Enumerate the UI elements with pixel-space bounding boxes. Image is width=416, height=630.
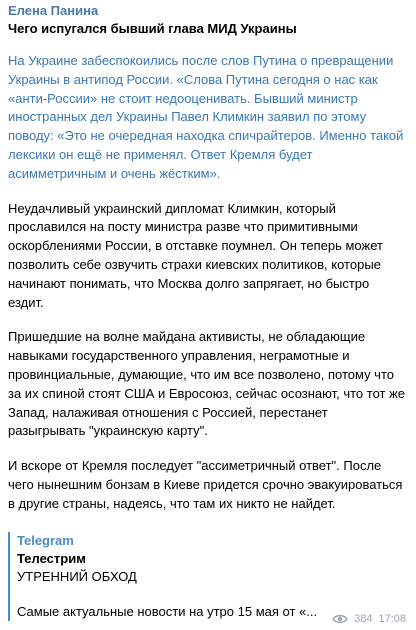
post-author[interactable]: Елена Панина xyxy=(8,3,99,18)
post-title: Чего испугался бывший глава МИД Украины xyxy=(8,21,297,36)
post-paragraph-1: Неудачливый украинский дипломат Климкин, который прославился на посту министра разве что примитивными оскорблениями России, в отставке поумнел. Он теперь может позволить себе озвучить страхи киевских политиков, которые начинают понимать, что Москва долго запрягает, но быстро ездит. xyxy=(8,200,383,310)
post-paragraph-3: И вскоре от Кремля последует "ассиметричный ответ". После чего нынешним бонзам в Киеве придется срочно эвакуироваться в другие страны, надеясь, что там их никто не найдет. xyxy=(8,458,403,511)
link-preview-snippet: Самые актуальные новости на утро 15 мая от «... xyxy=(17,604,318,619)
link-preview-title: Телестрим xyxy=(17,551,86,566)
link-preview[interactable] xyxy=(8,532,342,621)
link-preview-description: УТРЕННИЙ ОБХОД xyxy=(17,569,137,584)
eye-icon xyxy=(332,614,348,624)
post-meta xyxy=(332,612,406,626)
link-preview-site-name: Telegram xyxy=(17,533,74,548)
post-paragraph-2: Пришедшие на волне майдана активисты, не обладающие навыками государственного управления, неграмотные и провинциальные, думающие, что им все позволено, потому что за их спиной стоят США и Евросоюз, сейчас осознают, что тот же Запад, налаживая отношения с Россией, перестанет разыгрывать "украинскую карту". xyxy=(8,329,406,439)
post-lead: На Украине забеспокоились после слов Путина о превращении Украины в антипод России. «Слова Путина сегодня о нас как «анти-России» не стоит недооценивать. Бывший министр иностранных дел Украины Павел Климкин заявил по этому поводу: «Это не очередная находка спичрайтеров. Именно такой лексики он ещё не применял. Ответ Кремля будет асимметричным и очень жёстким». xyxy=(8,53,404,181)
post-time: 17:08 xyxy=(378,613,406,625)
view-count: 384 xyxy=(354,613,373,625)
